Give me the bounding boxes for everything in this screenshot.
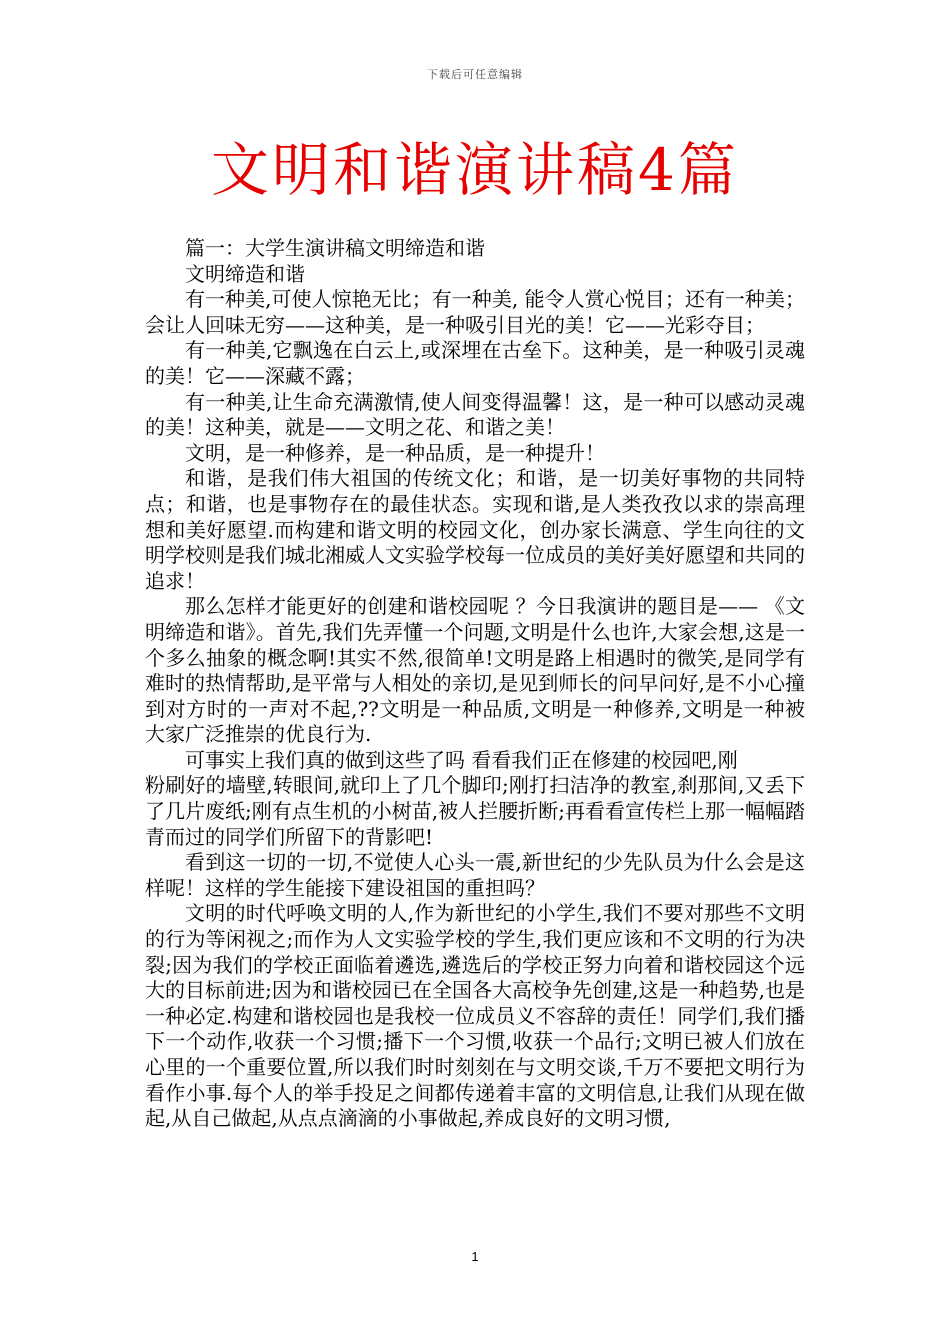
paragraph: 文明缔造和谐 bbox=[185, 261, 305, 286]
paragraph: 看到这一切的一切,不觉使人心头一震,新世纪的少先队员为什么会是这样呢！这样的学生能接下建设祖国的重担吗？ bbox=[145, 850, 805, 900]
paragraph: 文明，是一种修养，是一种品质，是一种提升！ bbox=[185, 440, 605, 465]
paragraph: 有一种美,可使人惊艳无比；有一种美, 能令人赏心悦目；还有一种美；会让人回味无穷——这种美，是一种吸引目光的美！它——光彩夺目； bbox=[145, 287, 805, 337]
paragraph: 篇一：大学生演讲稿文明缔造和谐 bbox=[185, 236, 485, 260]
document-body bbox=[145, 236, 805, 1132]
header-note: 下载后可任意编辑 bbox=[427, 68, 523, 81]
paragraph: 有一种美,它飘逸在白云上,或深埋在古垒下。这种美，是一种吸引灵魂的美！它——深藏不露； bbox=[145, 338, 805, 388]
paragraph: 可事实上我们真的做到这些了吗 看看我们正在修建的校园吧,刚 bbox=[185, 747, 738, 772]
paragraph: 那么怎样才能更好的创建和谐校园呢 ？今日我演讲的题目是—— 《文明缔造和谐》。首先,我们先弄懂一个问题,文明是什么也许,大家会想,这是一个多么抽象的概念啊!其实不然,很简单!文明是路上相遇时的微笑,是同学有难时的热情帮助,是平常与人相处的亲切,是见到师长的问早问好,是不小心撞到对方时的一声对不起,??文明是一种品质,文明是一种修养,文明是一种被大家广泛推崇的优良行为. bbox=[145, 594, 805, 747]
document-title: 文明和谐演讲稿4篇 bbox=[211, 136, 739, 204]
paragraph: 粉刷好的墙壁,转眼间,就印上了几个脚印;刚打扫洁净的教室,刹那间,又丢下了几片废纸;刚有点生机的小树苗,被人拦腰折断;再看看宣传栏上那一幅幅踏青而过的同学们所留下的背影吧! bbox=[145, 773, 805, 849]
paragraph: 文明的时代呼唤文明的人,作为新世纪的小学生,我们不要对那些不文明的行为等闲视之;而作为人文实验学校的学生,我们更应该和不文明的行为决裂;因为我们的学校正面临着遴选,遴选后的学校正努力向着和谐校园这个远大的目标前进;因为和谐校园已在全国各大高校争先创建,这是一种趋势,也是一种必定.构建和谐校园也是我校一位成员义不容辞的责任！同学们,我们播下一个动作,收获一个习惯;播下一个习惯,收获一个品行;文明已被人们放在心里的一个重要位置,所以我们时时刻刻在与文明交谈,千万不要把文明行为看作小事.每个人的举手投足之间都传递着丰富的文明信息,让我们从现在做起,从自己做起,从点点滴滴的小事做起,养成良好的文明习惯, bbox=[145, 901, 805, 1131]
paragraph: 和谐，是我们伟大祖国的传统文化；和谐，是一切美好事物的共同特点；和谐，也是事物存在的最佳状态。实现和谐,是人类孜孜以求的崇高理想和美好愿望.而构建和谐文明的校园文化，创办家长满意、学生向往的文明学校则是我们城北湘威人文实验学校每一位成员的美好美好愿望和共同的追求！ bbox=[145, 466, 805, 593]
paragraph: 有一种美,让生命充满激情,使人间变得温馨！这，是一种可以感动灵魂的美！这种美，就是——文明之花、和谐之美！ bbox=[145, 389, 805, 440]
page-number: 1 bbox=[471, 1249, 479, 1264]
